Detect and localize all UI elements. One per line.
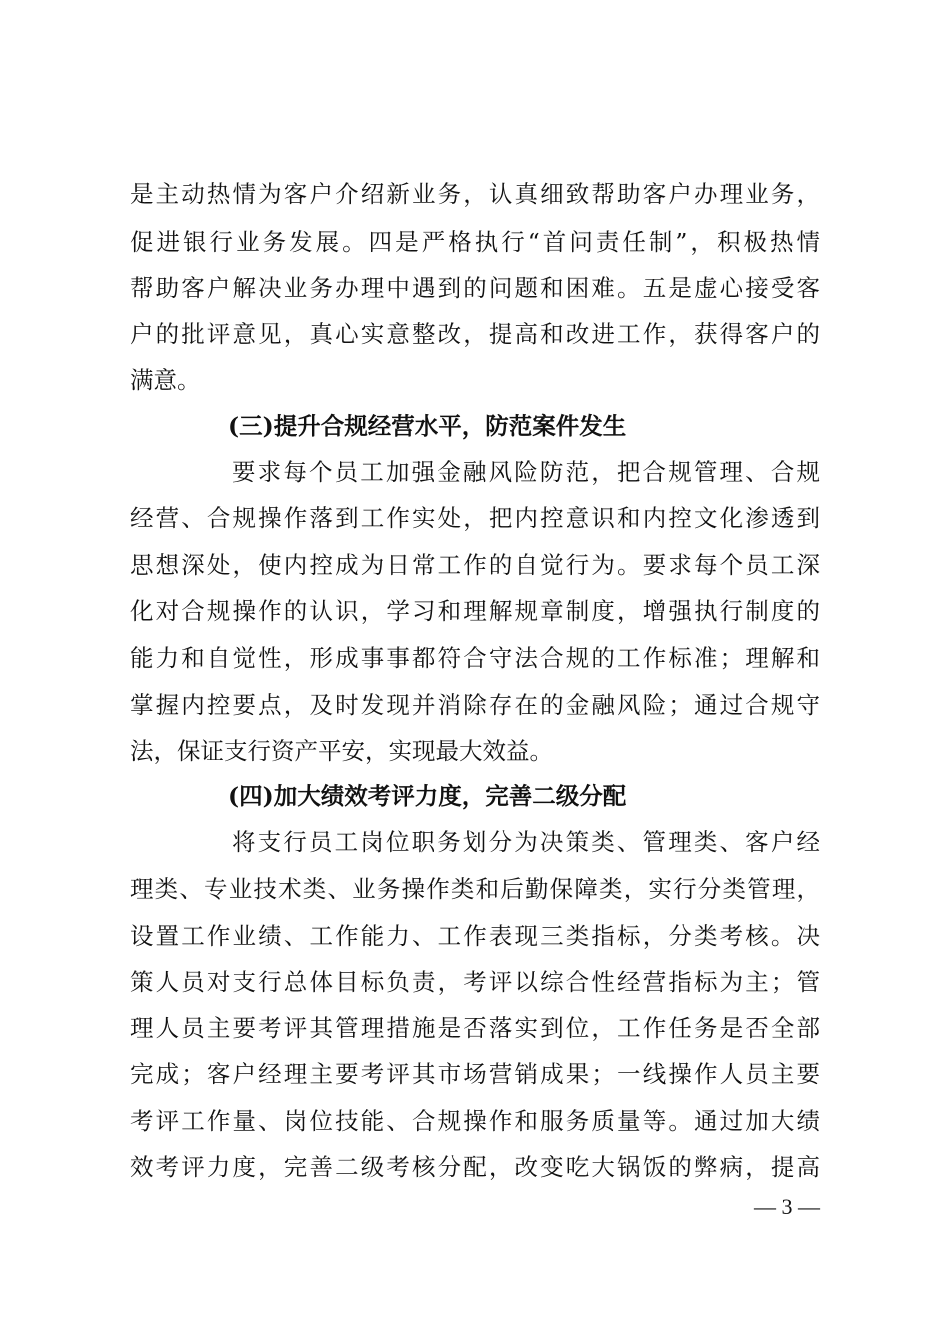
paragraph-line: 思想深处，使内控成为日常工作的自觉行为。要求每个员工深: [130, 551, 820, 579]
paragraph-line: 理人员主要考评其管理措施是否落实到位，工作任务是否全部: [130, 1014, 820, 1042]
section-heading: (三)提升合规经营水平，防范案件发生: [228, 412, 627, 440]
paragraph-line: 策人员对支行总体目标负责，考评以综合性经营指标为主；管: [130, 968, 820, 996]
paragraph-line: 化对合规操作的认识，学习和理解规章制度，增强执行制度的: [130, 597, 820, 625]
paragraph-line: 促进银行业务发展。四是严格执行“首问责任制”，积极热情: [130, 228, 820, 256]
page-number: — 3 —: [754, 1194, 820, 1219]
paragraph-line: 法，保证支行资产平安，实现最大效益。: [130, 737, 553, 765]
paragraph-line: 将支行员工岗位职务划分为决策类、管理类、客户经: [232, 828, 820, 856]
paragraph-line: 户的批评意见，真心实意整改，提高和改进工作，获得客户的: [130, 320, 820, 348]
paragraph-line: 满意。: [130, 366, 201, 394]
paragraph-line: 经营、合规操作落到工作实处，把内控意识和内控文化渗透到: [130, 504, 820, 532]
paragraph-line: 考评工作量、岗位技能、合规操作和服务质量等。通过加大绩: [130, 1107, 820, 1135]
paragraph-line: 掌握内控要点，及时发现并消除存在的金融风险；通过合规守: [130, 691, 820, 719]
paragraph-line: 效考评力度，完善二级考核分配，改变吃大锅饭的弊病，提高: [130, 1153, 820, 1181]
paragraph-line: 帮助客户解决业务办理中遇到的问题和困难。五是虚心接受客: [130, 274, 820, 302]
paragraph-line: 要求每个员工加强金融风险防范，把合规管理、合规: [232, 458, 820, 486]
paragraph-line: 完成；客户经理主要考评其市场营销成果；一线操作人员主要: [130, 1060, 820, 1088]
section-heading: (四)加大绩效考评力度，完善二级分配: [228, 782, 627, 810]
paragraph-line: 是主动热情为客户介绍新业务，认真细致帮助客户办理业务，: [130, 180, 820, 208]
paragraph-line: 能力和自觉性，形成事事都符合守法合规的工作标准；理解和: [130, 644, 820, 672]
paragraph-line: 设置工作业绩、工作能力、工作表现三类指标，分类考核。决: [130, 922, 820, 950]
paragraph-line: 理类、专业技术类、业务操作类和后勤保障类，实行分类管理，: [130, 875, 820, 903]
